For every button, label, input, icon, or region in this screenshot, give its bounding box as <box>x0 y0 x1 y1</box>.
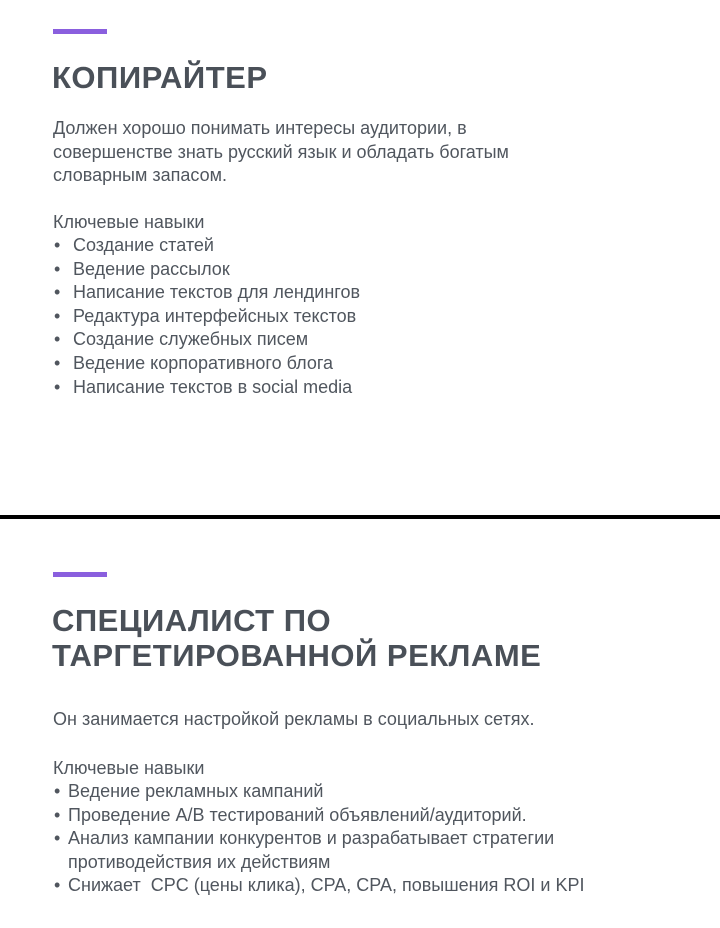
section-title <box>52 603 541 673</box>
section-title: КОПИРАЙТЕР <box>52 60 268 95</box>
accent-bar <box>53 572 107 577</box>
list-item: • Ведение корпоративного блога <box>53 352 360 376</box>
list-item: • Написание текстов в social media <box>53 376 360 400</box>
list-item: • Анализ кампании конкурентов и разрабатывает стратегии противодействия их действиям <box>53 827 613 874</box>
list-item: • Создание статей <box>53 234 360 258</box>
list-item: • Создание служебных писем <box>53 328 360 352</box>
title-line: СПЕЦИАЛИСТ ПО <box>52 603 332 638</box>
list-item: • Снижает CPC (цены клика), CPA, CPA, повышения ROI и KPI <box>53 874 613 898</box>
section-description: Должен хорошо понимать интересы аудитории, в совершенстве знать русский язык и обладать богатым словарным запасом. <box>53 118 509 186</box>
accent-bar <box>53 29 107 34</box>
skills-heading: Ключевые навыки <box>53 758 205 778</box>
list-item: • Написание текстов для лендингов <box>53 281 360 305</box>
list-item: • Ведение рассылок <box>53 258 360 282</box>
section-description: Он занимается настройкой рекламы в социальных сетях. <box>53 709 535 729</box>
divider <box>0 515 720 519</box>
skills-heading: Ключевые навыки <box>53 212 205 232</box>
skills-list <box>53 234 360 399</box>
list-item: • Проведение A/B тестирований объявлений/аудиторий. <box>53 804 613 828</box>
list-item: • Ведение рекламных кампаний <box>53 780 613 804</box>
list-item: • Редактура интерфейсных текстов <box>53 305 360 329</box>
title-line: ТАРГЕТИРОВАННОЙ РЕКЛАМЕ <box>52 638 542 673</box>
skills-list <box>53 780 613 898</box>
